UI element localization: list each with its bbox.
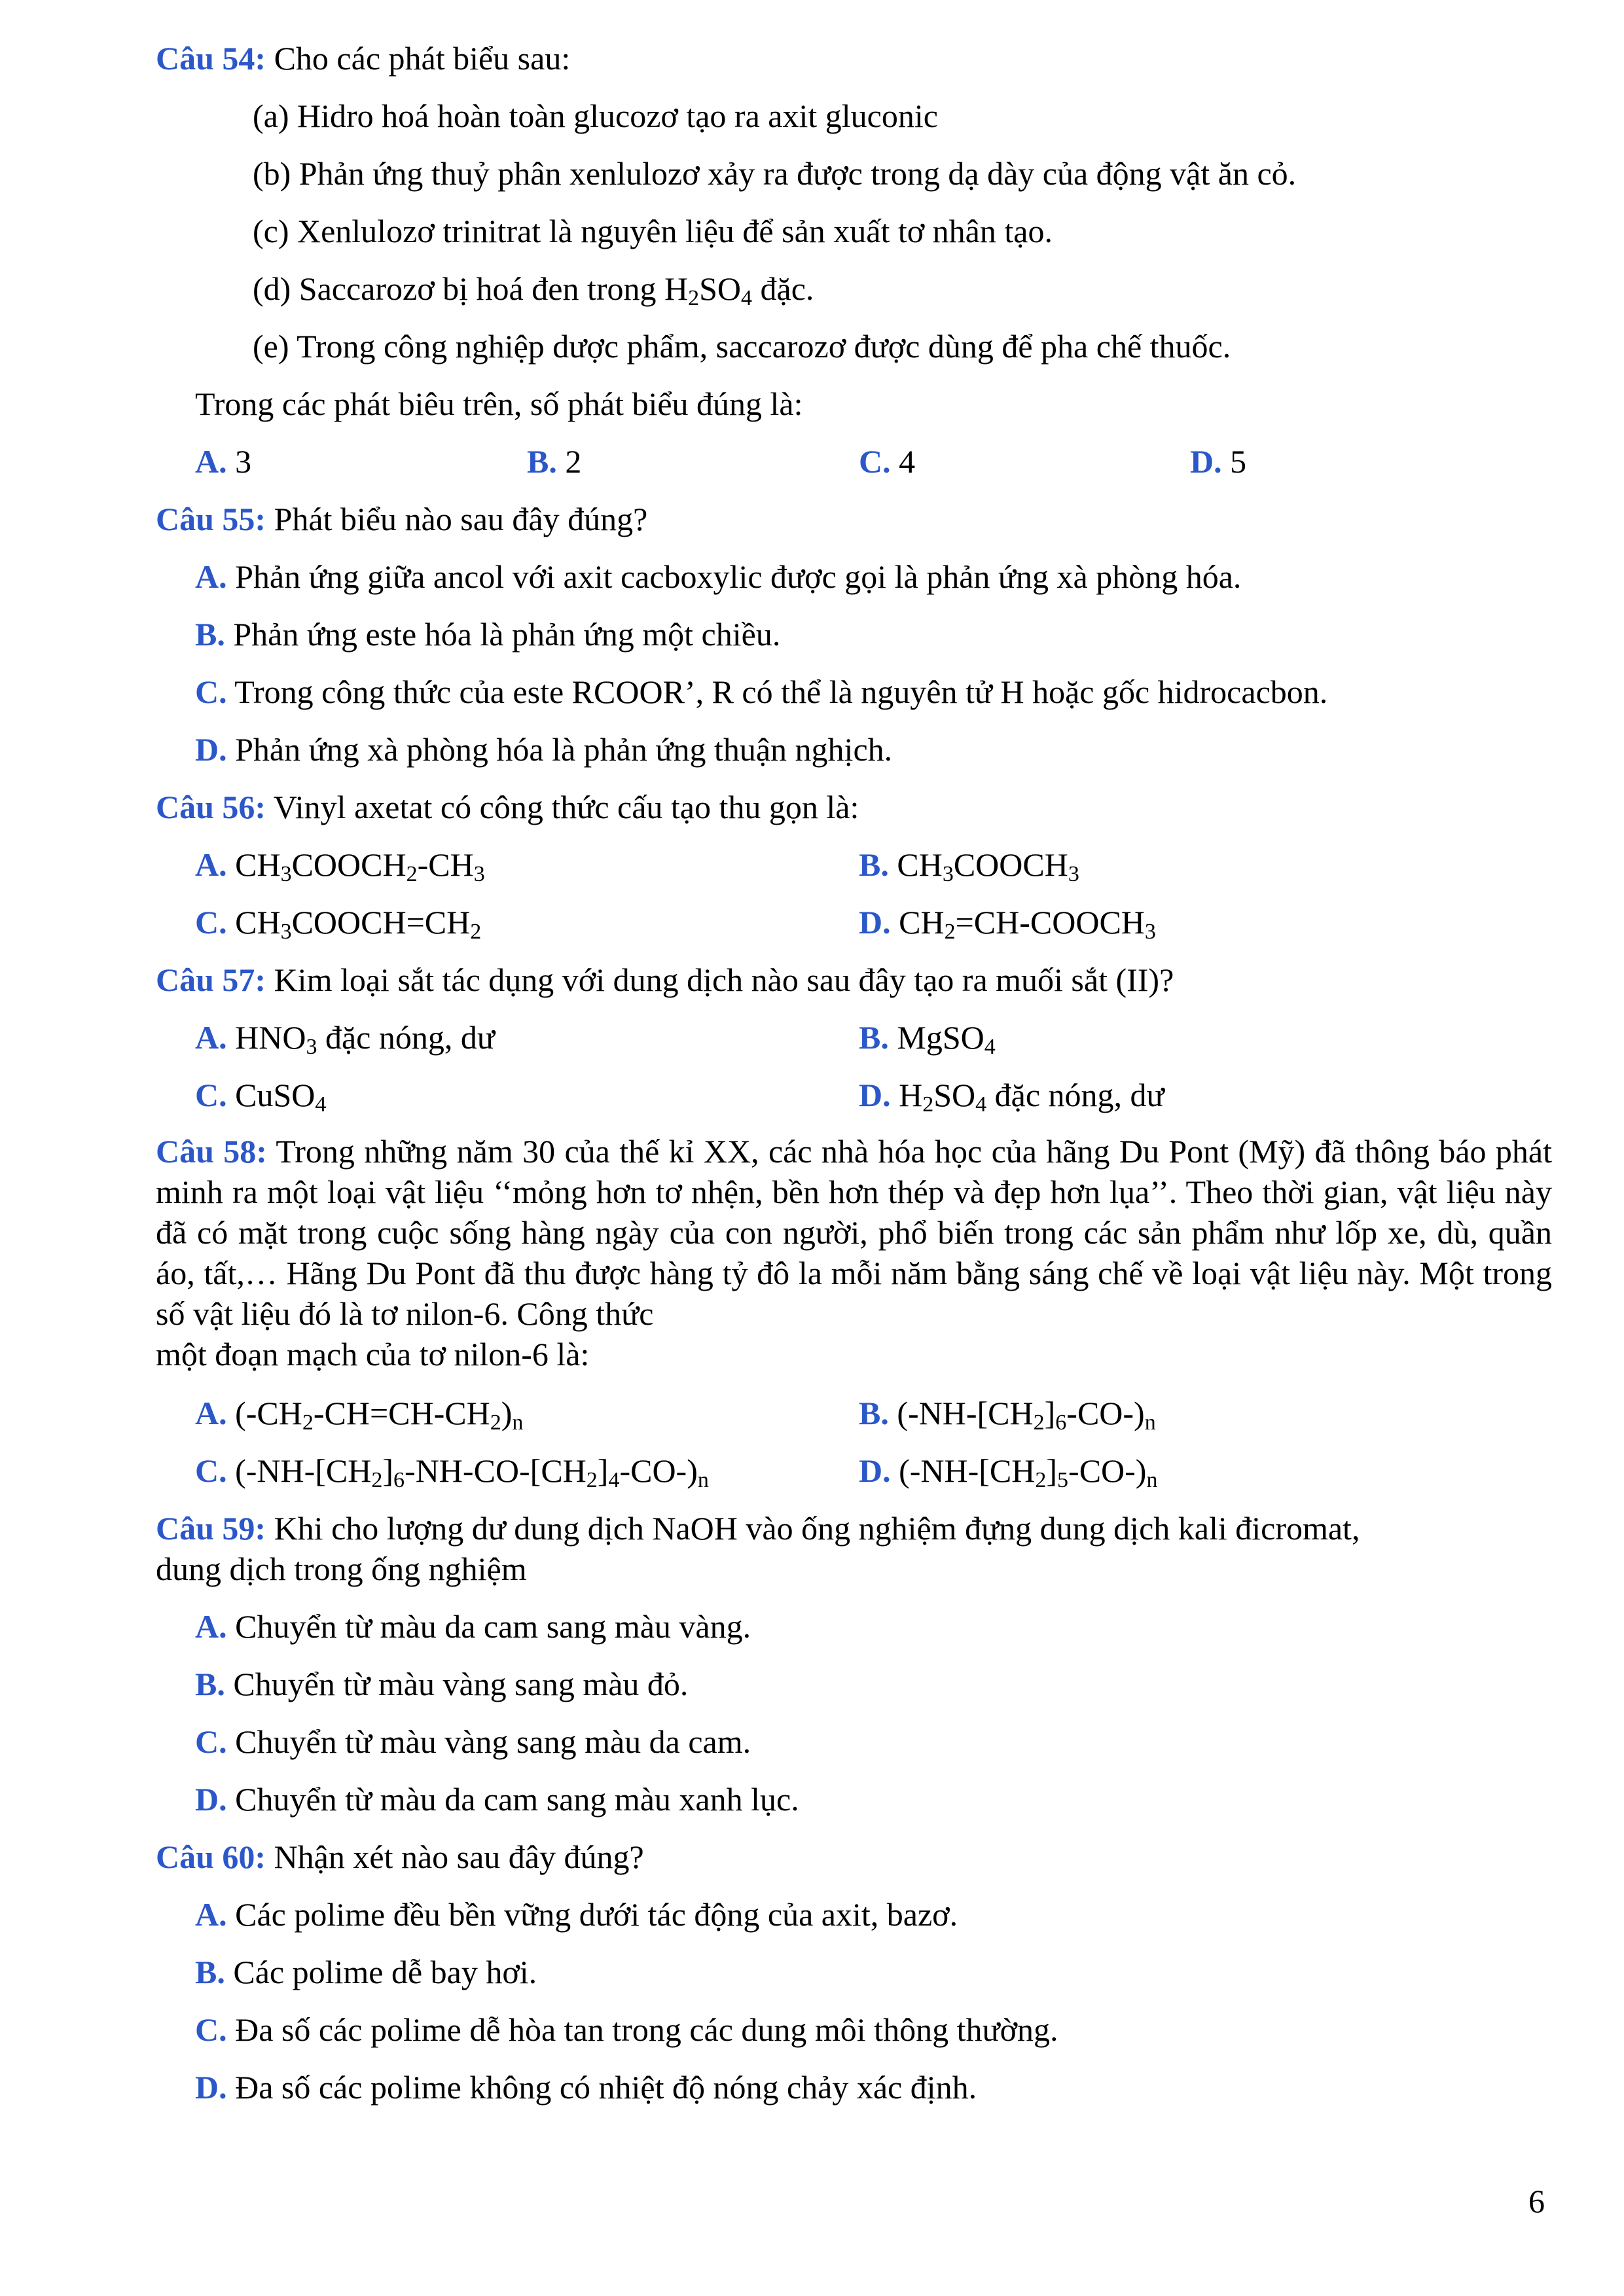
statement-e: (e) Trong công nghiệp dược phẩm, saccarozơ được dùng để pha chế thuốc. (253, 328, 1231, 365)
option-a[interactable]: A. Phản ứng giữa ancol với axit cacboxylic được gọi là phản ứng xà phòng hóa. (195, 558, 1242, 595)
option-a[interactable]: A. $CH_3COOCH_2-CH_3$ (195, 846, 485, 886)
option-b[interactable]: B. 2 (527, 443, 582, 480)
option-a[interactable]: A. Các polime đều bền vững dưới tác động của axit, bazơ. (195, 1896, 958, 1933)
option-c[interactable]: C. Chuyển từ màu vàng sang màu da cam. (195, 1723, 751, 1760)
option-c[interactable]: C. Đa số các polime dễ hòa tan trong các dung môi thông thường. (195, 2011, 1058, 2048)
option-b[interactable]: B. Các polime dễ bay hơi. (195, 1954, 537, 1990)
option-d[interactable]: D. 5 (1190, 443, 1247, 480)
statement-c: (c) Xenlulozơ trinitrat là nguyên liệu để sản xuất tơ nhân tạo. (253, 213, 1053, 249)
question-text: Cho các phát biểu sau: (274, 40, 571, 77)
question-60-stem: Câu 60: Nhận xét nào sau đây đúng? (156, 1839, 644, 1875)
question-label: Câu 54: (156, 40, 266, 77)
page-number: 6 (1528, 2183, 1545, 2219)
option-d[interactable]: D. Phản ứng xà phòng hóa là phản ứng thuận nghịch. (195, 731, 893, 768)
option-c[interactable]: C. $(-NH-[CH_2]_6-NH-CO-[CH_2]_4-CO-)_n$ (195, 1452, 709, 1492)
question-59-stem: Câu 59: Khi cho lượng dư dung dịch NaOH vào ống nghiệm đựng dung dịch kali đicromat, dung dịch trong ống nghiệm (156, 1510, 1360, 1587)
option-b[interactable]: B. Phản ứng este hóa là phản ứng một chiều. (195, 616, 781, 653)
option-b[interactable]: B. Chuyển từ màu vàng sang màu đỏ. (195, 1666, 689, 1702)
option-a[interactable]: A. $(-CH_2-CH=CH-CH_2)_n$ (195, 1395, 524, 1435)
question-54-stem (156, 38, 570, 79)
option-b[interactable]: B. MgSO$_4$ (859, 1019, 996, 1059)
option-c[interactable]: C. Trong công thức của este RCOOR’, R có thể là nguyên tử H hoặc gốc hidrocacbon. (195, 673, 1328, 710)
question-58-stem: Câu 58: Trong những năm 30 của thế kỉ XX, các nhà hóa học của hãng Du Pont (Mỹ) đã thông báo phát minh ra một loại vật liệu ‘‘mỏng hơn tơ nhện, bền hơn thép và đẹp hơn lụa’’. Theo thời gian, vật liệu này đã có mặt trong cuộc sống hàng ngày của con người, phổ biến trong các sản phẩm như lốp xe, dù, quần áo, tất,… Hãng Du Pont đã thu được hàng tỷ đô la mỗi năm bằng sáng chế về loại vật liệu này. Một trong số vật liệu đó là tơ nilon-6. Công thức một đoạn mạch của tơ nilon-6 là: (156, 1133, 1552, 1372)
option-a[interactable]: A. 3 (195, 443, 252, 480)
question-57-stem: Câu 57: Kim loại sắt tác dụng với dung dịch nào sau đây tạo ra muối sắt (II)? (156, 961, 1174, 998)
option-c[interactable]: C. $CH_3COOCH=CH_2$ (195, 904, 482, 944)
option-d[interactable]: D. $CH_2=CH-COOCH_3$ (859, 904, 1156, 944)
option-c[interactable]: C. 4 (859, 443, 916, 480)
statement-b: (b) Phản ứng thuỷ phân xenlulozơ xảy ra được trong dạ dày của động vật ăn cỏ. (253, 155, 1297, 192)
option-b[interactable]: B. $CH_3COOCH_3$ (859, 846, 1079, 886)
option-c[interactable]: C. CuSO$_4$ (195, 1077, 327, 1117)
option-d[interactable]: D. Chuyển từ màu da cam sang màu xanh lục. (195, 1781, 799, 1818)
option-a[interactable]: A. Chuyển từ màu da cam sang màu vàng. (195, 1608, 751, 1645)
statement-d: (d) Saccarozơ bị hoá đen trong $H_2SO_4$ đặc. (253, 270, 814, 310)
question-55-stem: Câu 55: Phát biểu nào sau đây đúng? (156, 501, 648, 537)
option-d[interactable]: D. Đa số các polime không có nhiệt độ nóng chảy xác định. (195, 2069, 977, 2106)
question-54-prompt: Trong các phát biêu trên, số phát biểu đúng là: (195, 386, 803, 422)
option-d[interactable]: D. $(-NH-[CH_2]_5-CO-)_n$ (859, 1452, 1158, 1492)
option-d[interactable]: D. $H_2SO_4$ đặc nóng, dư (859, 1077, 1164, 1117)
statement-a: (a) Hidro hoá hoàn toàn glucozơ tạo ra axit gluconic (253, 98, 938, 134)
question-56-stem: Câu 56: Vinyl axetat có công thức cấu tạo thu gọn là: (156, 789, 859, 825)
option-b[interactable]: B. $(-NH-[CH_2]_6-CO-)_n$ (859, 1395, 1156, 1435)
option-a[interactable]: A. $HNO_3$ đặc nóng, dư (195, 1019, 495, 1059)
